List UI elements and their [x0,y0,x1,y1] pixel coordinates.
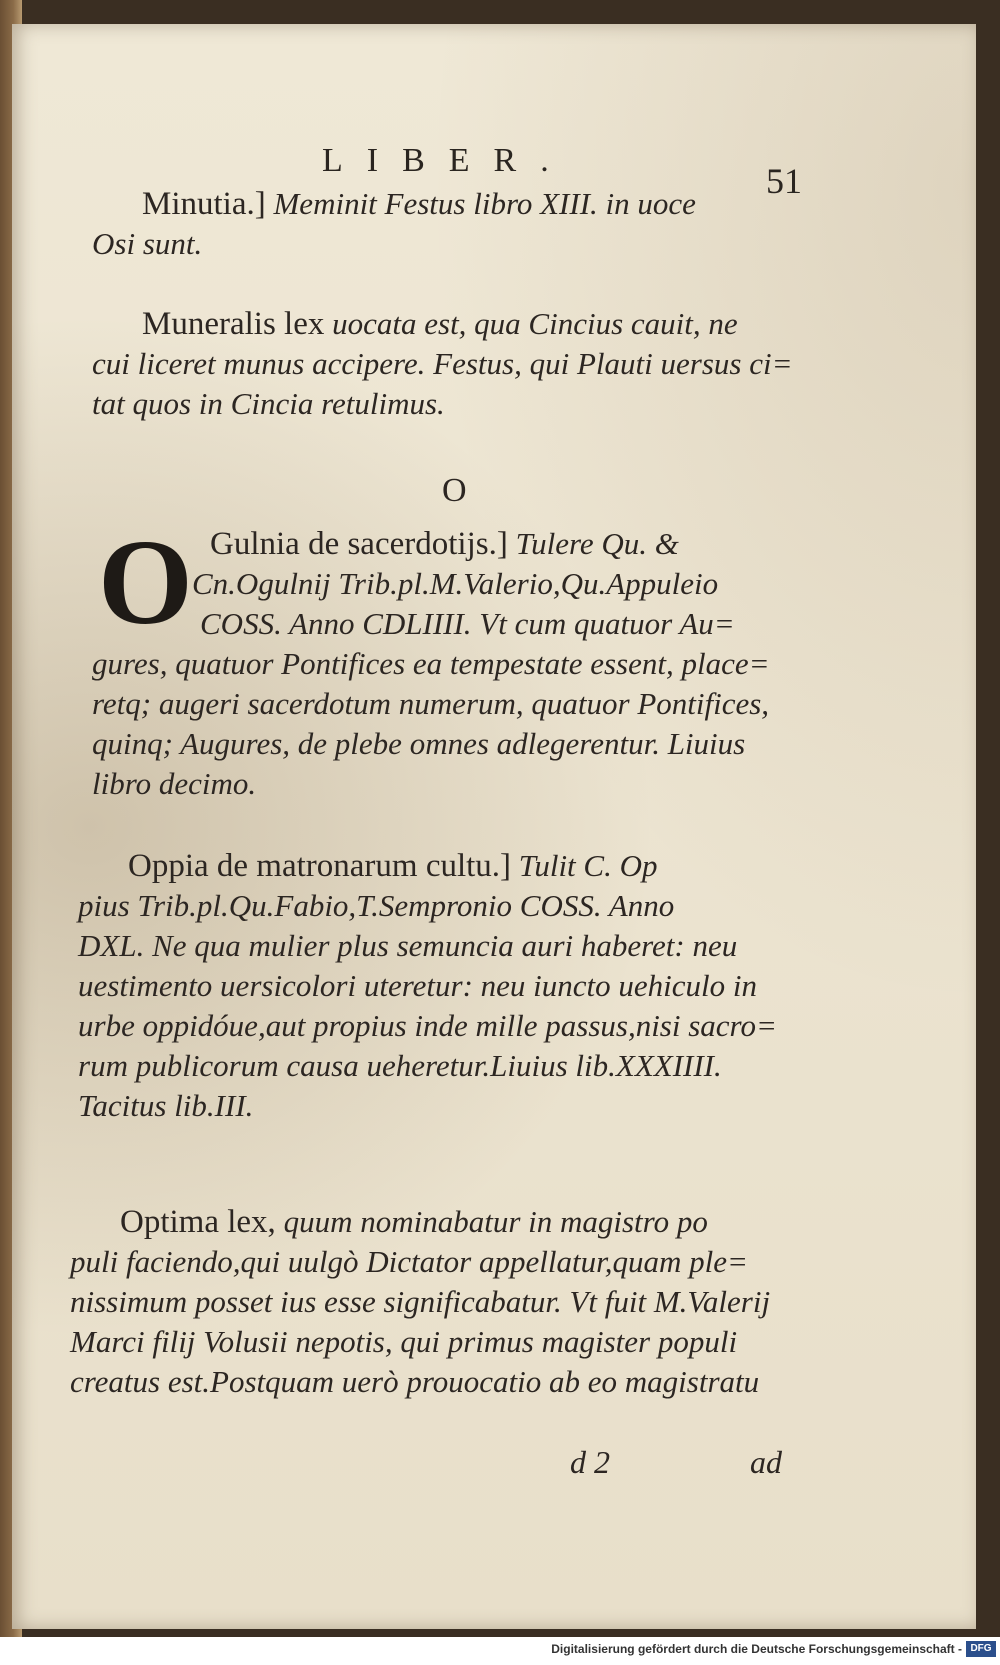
text-line: puli faciendo,qui uulgò Dictator appellatur,quam ple= [70,1244,748,1279]
text-line: nissimum posset ius esse significabatur. Vt fuit M.Valerij [70,1284,771,1319]
running-head: LIBER. [322,142,573,179]
text-line: libro decimo. [92,766,257,801]
funding-notice: Digitalisierung gefördert durch die Deutsche Forschungsgemeinschaft - [551,1642,962,1656]
text-line: Cn.Ogulnij Trib.pl.M.Valerio,Qu.Appuleio [192,566,719,601]
entry-ogulnia [92,515,770,804]
text-line: quinq; Augures, de plebe omnes adlegerentur. Liuius [92,726,746,761]
footer-bar [0,1637,1000,1665]
text-line: Oppia de matronarum cultu.] Tulit C. Op [128,848,658,884]
entry-muneralis [92,304,792,424]
dfg-logo: DFG [966,1641,996,1657]
page-header [12,142,976,201]
text-line: gures, quatuor Pontifices ea tempestate essent, place= [92,646,770,681]
section-letter: O [442,472,467,509]
entry-minutia [92,184,696,264]
text-line: Muneralis lex uocata est, qua Cincius cauit, ne [142,306,738,342]
text-line: COSS. Anno CDLIIII. Vt cum quatuor Au= [200,606,735,641]
entry-optima [70,1202,770,1402]
text-line: Marci filij Volusii nepotis, qui primus magister populi [70,1324,738,1359]
text-line: rum publicorum causa ueheretur.Liuius lib.XXXIIII. [78,1048,722,1083]
text-line: Minutia.] Meminit Festus libro XIII. in uoce [142,186,696,222]
text-line: Osi sunt. [92,226,203,261]
entry-oppia [78,846,777,1126]
text-line: Gulnia de sacerdotijs.] Tulere Qu. & [210,526,679,562]
text-line: tat quos in Cincia retulimus. [92,386,445,421]
page-number: 51 [766,161,802,201]
text-line: DXL. Ne qua mulier plus semuncia auri haberet: neu [78,928,738,963]
text-line: Tacitus lib.III. [78,1088,254,1123]
text-line: urbe oppidóue,aut propius inde mille passus,nisi sacro= [78,1008,777,1043]
text-line: Optima lex, quum nominabatur in magistro po [120,1204,708,1240]
book-page [12,24,976,1629]
text-line: creatus est.Postquam uerò prouocatio ab eo magistratu [70,1364,760,1399]
signature-mark: d 2 [570,1444,610,1480]
text-line: retq; augeri sacerdotum numerum, quatuor Pontifices, [92,686,770,721]
text-line: cui liceret munus accipere. Festus, qui Plauti uersus ci= [92,346,793,381]
text-line: uestimento uersicolori uteretur: neu iuncto uehiculo in [78,968,758,1003]
catchword: ad [750,1444,782,1480]
drop-cap-initial: O [98,515,193,650]
text-line: pius Trib.pl.Qu.Fabio,T.Sempronio COSS. Anno [78,888,675,923]
